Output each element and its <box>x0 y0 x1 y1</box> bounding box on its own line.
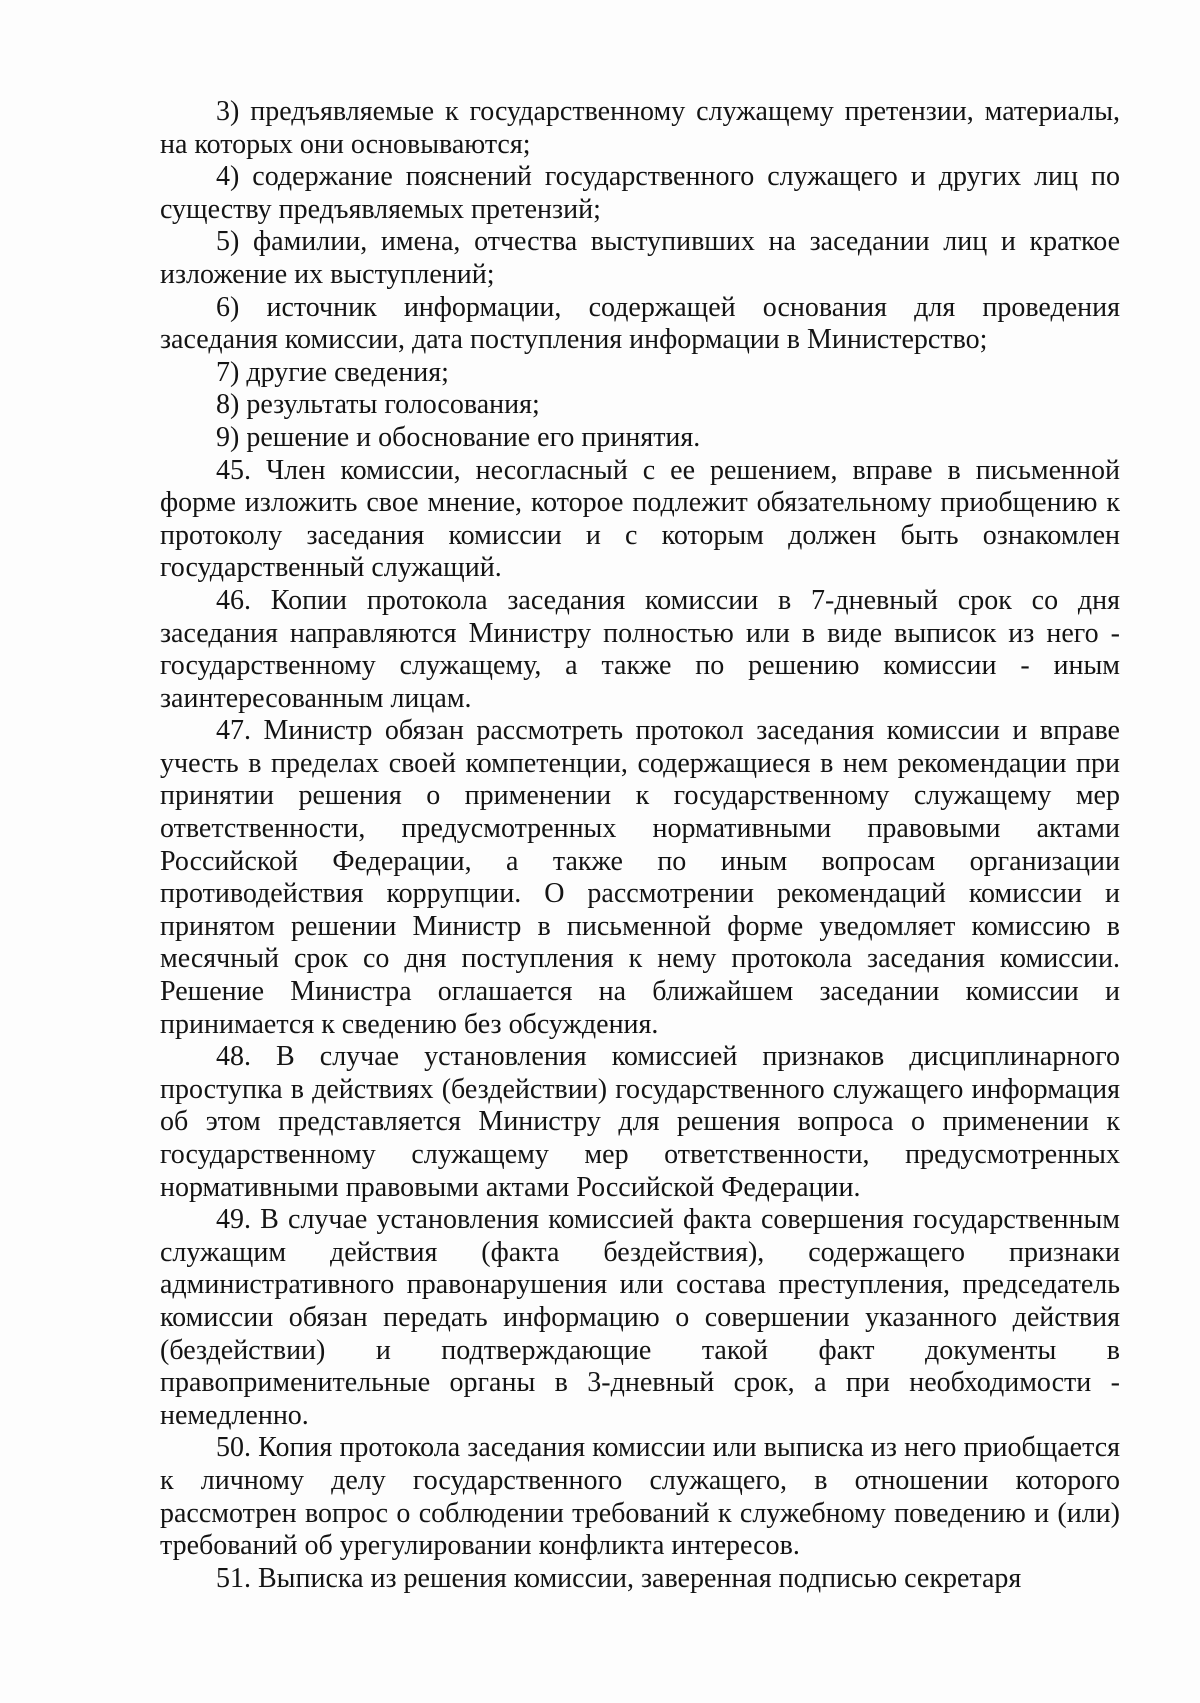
list-item-8: 8) результаты голосования; <box>216 389 540 421</box>
clause-48: 48. В случае установления комиссией признаков дисциплинарного проступка в действиях (бездействии) государственного служащего информация об этом представляется Министру для решения вопроса о применении к государственному служащему мер ответственности, предусмотренных нормативными правовыми актами Российской Федерации. <box>160 1041 1120 1203</box>
list-item-7: 7) другие сведения; <box>216 356 449 388</box>
clause-49: 49. В случае установления комиссией факта совершения государственным служащим действия (факта бездействия), содержащего признаки административного правонарушения или состава преступления, председатель комиссии обязан передать информацию о совершении указанного действия (бездействии) и подтверждающие такой факт документы в правоприменительные органы в 3-дневный срок, а при необходимости - немедленно. <box>160 1204 1120 1431</box>
clause-50: 50. Копия протокола заседания комиссии или выписка из него приобщается к личному делу государственного служащего, в отношении которого рассмотрен вопрос о соблюдении требований к служебному поведению и (или) требований об урегулировании конфликта интересов. <box>160 1432 1120 1562</box>
document-body <box>160 96 1120 1595</box>
clause-47: 47. Министр обязан рассмотреть протокол заседания комиссии и вправе учесть в пределах своей компетенции, содержащиеся в нем рекомендации при принятии решения о применении к государственному служащему мер ответственности, предусмотренных нормативными правовыми актами Российской Федерации, а также по иным вопросам организации противодействия коррупции. О рассмотрении рекомендаций комиссии и принятом решении Министр в письменной форме уведомляет комиссию в месячный срок со дня поступления к нему протокола заседания комиссии. Решение Министра оглашается на ближайшем заседании комиссии и принимается к сведению без обсуждения. <box>160 715 1120 1040</box>
clause-45: 45. Член комиссии, несогласный с ее решением, вправе в письменной форме изложить свое мнение, которое подлежит обязательному приобщению к протоколу заседания комиссии и с которым должен быть ознакомлен государственный служащий. <box>160 454 1120 584</box>
clause-46: 46. Копии протокола заседания комиссии в 7-дневный срок со дня заседания направляются Министру полностью или в виде выписок из него - государственному служащему, а также по решению комиссии - иным заинтересованным лицам. <box>160 584 1120 714</box>
list-item-5: 5) фамилии, имена, отчества выступивших на заседании лиц и краткое изложение их выступлений; <box>160 226 1120 290</box>
list-item-9: 9) решение и обоснование его принятия. <box>216 421 701 453</box>
list-item-6: 6) источник информации, содержащей основания для проведения заседания комиссии, дата поступления информации в Министерство; <box>160 291 1120 356</box>
clause-51: 51. Выписка из решения комиссии, заверенная подписью секретаря <box>216 1562 1022 1594</box>
list-item-4: 4) содержание пояснений государственного служащего и других лиц по существу предъявляемых претензий; <box>160 161 1120 225</box>
list-item-3: 3) предъявляемые к государственному служащему претензии, материалы, на которых они основываются; <box>160 96 1120 160</box>
